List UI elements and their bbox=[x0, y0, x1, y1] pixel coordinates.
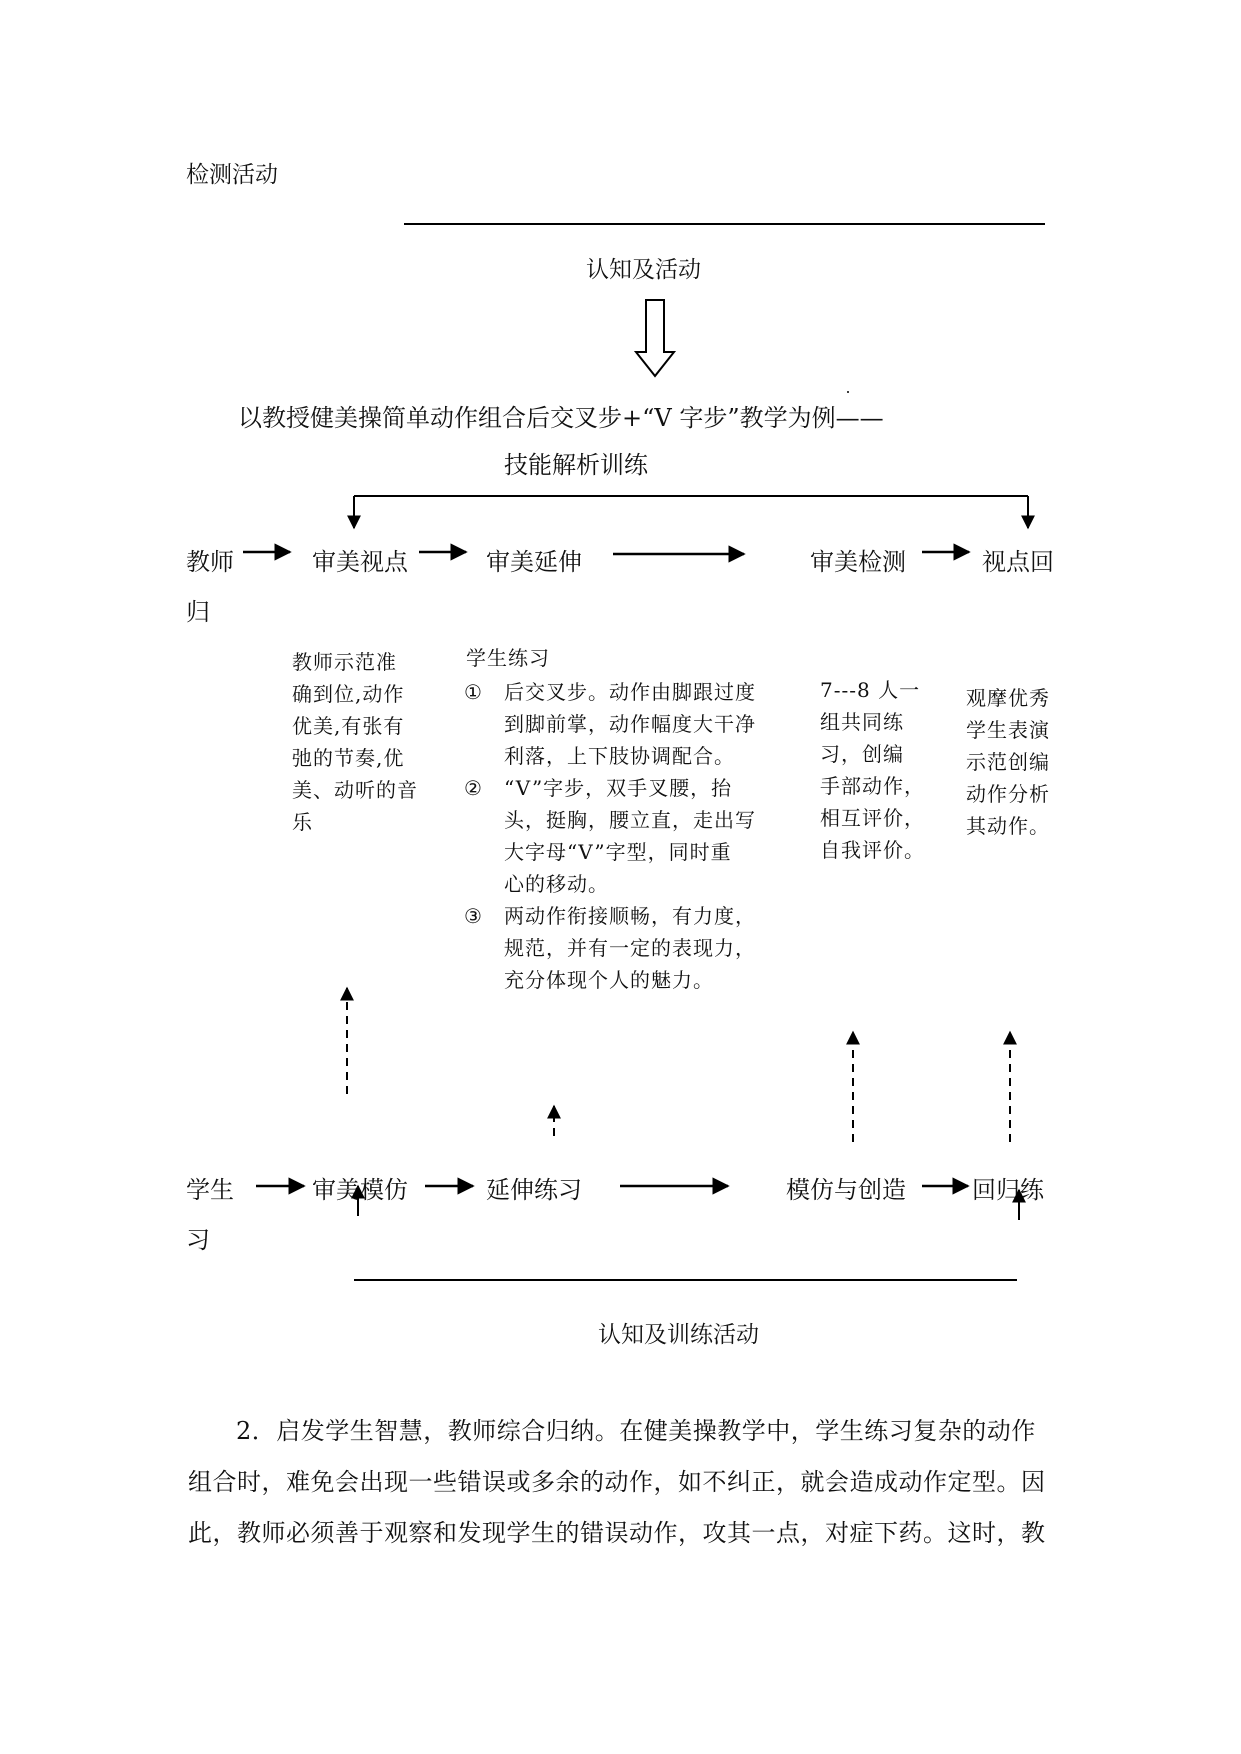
practice-line: 充分体现个人的魅力。 bbox=[504, 968, 714, 992]
teacher-step-4: 视点回 bbox=[982, 548, 1054, 576]
bottom-caption: 认知及训练活动 bbox=[598, 1322, 759, 1348]
practice-title: 学生练习 bbox=[466, 646, 550, 670]
practice-line: 大字母“V”字型，同时重 bbox=[504, 840, 732, 864]
practice-line: 两动作衔接顺畅，有力度， bbox=[504, 904, 756, 928]
demo-line: 教师示范准 bbox=[292, 650, 397, 674]
practice-line: 头，挺胸，腰立直，走出写 bbox=[504, 808, 756, 832]
stray-dot bbox=[847, 391, 849, 393]
practice-num: ③ bbox=[464, 904, 483, 928]
teacher-wrap-text: 归 bbox=[186, 598, 210, 626]
hollow-down-arrow bbox=[636, 300, 674, 376]
observe-line: 示范创编 bbox=[966, 750, 1050, 774]
observe-line: 学生表演 bbox=[966, 718, 1050, 742]
practice-line: 到脚前掌，动作幅度大干净 bbox=[504, 712, 756, 736]
teacher-bracket bbox=[354, 496, 1028, 528]
lesson-title: 以教授健美操简单动作组合后交叉步+“V 字步”教学为例—— bbox=[238, 404, 884, 432]
practice-line: 规范，并有一定的表现力， bbox=[504, 936, 756, 960]
observe-line: 其动作。 bbox=[966, 814, 1050, 838]
practice-line: “V”字步，双手叉腰，抬 bbox=[504, 776, 733, 800]
teacher-step-3: 审美检测 bbox=[810, 548, 906, 576]
section-label: 检测活动 bbox=[186, 162, 278, 188]
group-line: 手部动作， bbox=[820, 774, 925, 798]
group-line: 组共同练 bbox=[820, 710, 904, 734]
demo-line: 乐 bbox=[292, 810, 313, 834]
dashed-up-arrows bbox=[347, 988, 1010, 1142]
paragraph-line: 组合时，难免会出现一些错误或多余的动作，如不纠正，就会造成动作定型。因 bbox=[188, 1468, 1046, 1496]
teacher-step-1: 审美视点 bbox=[312, 548, 408, 576]
practice-line: 后交叉步。动作由脚跟过度 bbox=[504, 680, 756, 704]
student-step-3: 模仿与创造 bbox=[786, 1176, 906, 1204]
practice-line: 利落，上下肢协调配合。 bbox=[504, 744, 735, 768]
demo-line: 确到位,动作 bbox=[292, 682, 405, 706]
student-step-4: 回归练 bbox=[972, 1176, 1044, 1204]
teacher-label: 教师 bbox=[186, 548, 234, 576]
observe-line: 观摩优秀 bbox=[966, 686, 1050, 710]
student-step-1: 审美模仿 bbox=[312, 1176, 408, 1204]
teacher-arrows bbox=[243, 552, 969, 554]
demo-line: 优美,有张有 bbox=[292, 714, 405, 738]
top-caption: 认知及活动 bbox=[586, 257, 701, 283]
group-line: 习，创编 bbox=[820, 742, 904, 766]
teacher-step-2: 审美延伸 bbox=[486, 548, 582, 576]
practice-num: ① bbox=[464, 680, 483, 704]
student-step-2: 延伸练习 bbox=[486, 1176, 582, 1204]
practice-num: ② bbox=[464, 776, 483, 800]
student-label: 学生 bbox=[186, 1176, 234, 1204]
student-arrows bbox=[256, 1186, 1019, 1220]
paragraph-line: 2．启发学生智慧，教师综合归纳。在健美操教学中，学生练习复杂的动作 bbox=[236, 1417, 1036, 1445]
lesson-subtitle: 技能解析训练 bbox=[504, 451, 648, 479]
group-line: 相互评价， bbox=[820, 806, 925, 830]
group-line: 自我评价。 bbox=[820, 838, 925, 862]
observe-line: 动作分析 bbox=[966, 782, 1050, 806]
practice-line: 心的移动。 bbox=[504, 872, 609, 896]
student-wrap-text: 习 bbox=[186, 1226, 210, 1254]
paragraph-line: 此，教师必须善于观察和发现学生的错误动作，攻其一点，对症下药。这时，教 bbox=[188, 1519, 1046, 1547]
demo-line: 美、动听的音 bbox=[292, 778, 418, 802]
group-line: 7---8 人一 bbox=[820, 678, 921, 702]
demo-line: 弛的节奏,优 bbox=[292, 746, 405, 770]
